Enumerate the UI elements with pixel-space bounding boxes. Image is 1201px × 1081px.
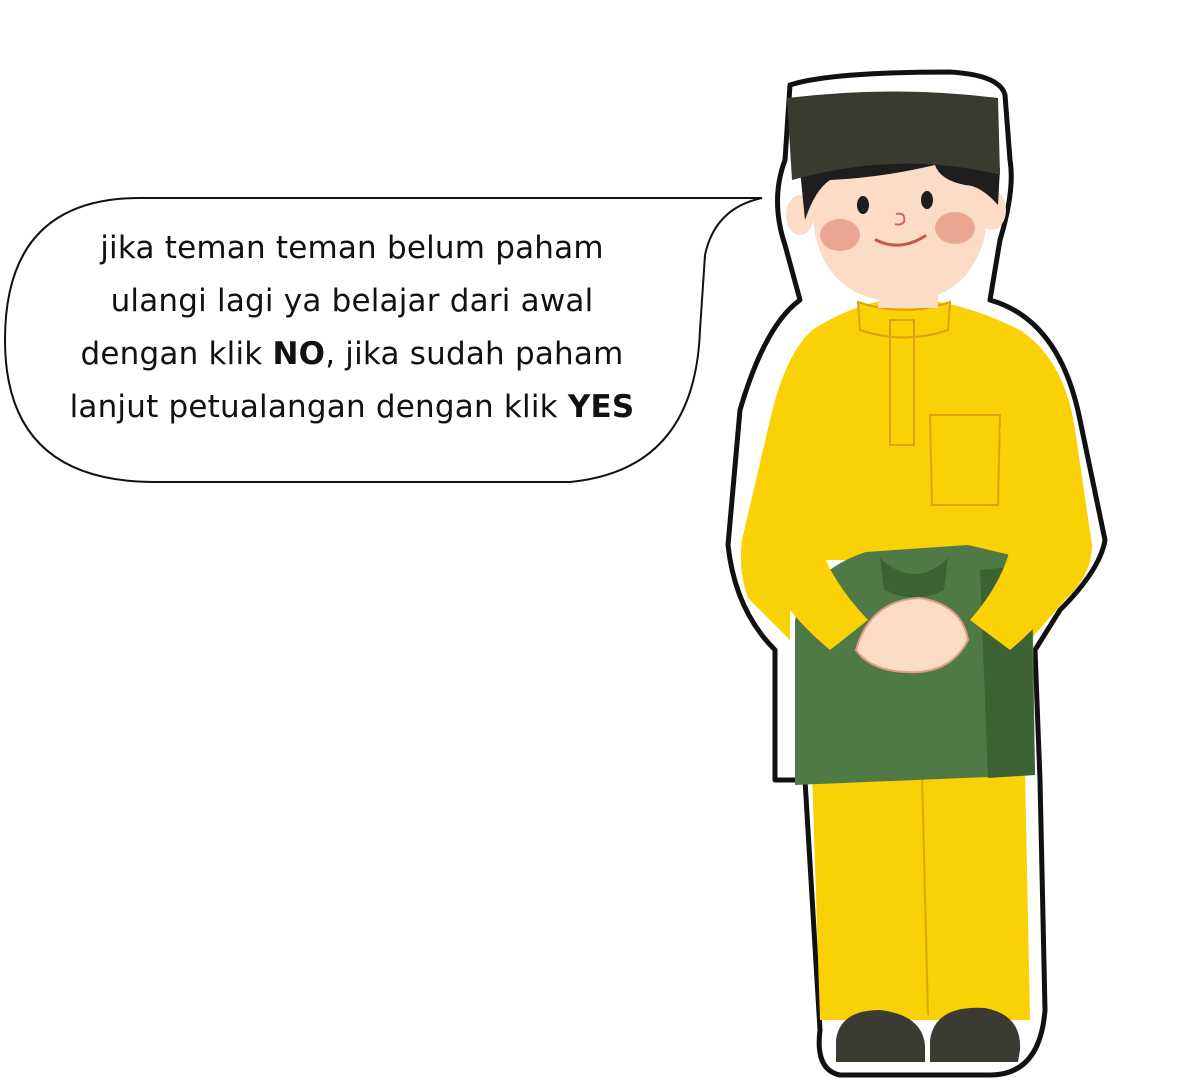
boy-character	[728, 72, 1105, 1075]
bubble-line-3-pre: dengan klik	[80, 336, 273, 372]
bubble-line-4-pre: lanjut petualangan dengan klik	[69, 389, 568, 425]
left-blush	[820, 219, 860, 251]
trousers	[812, 770, 1030, 1020]
no-keyword: NO	[272, 336, 326, 372]
right-eye	[921, 191, 933, 209]
right-blush	[935, 212, 975, 244]
yes-keyword: YES	[567, 389, 635, 425]
speech-bubble-text	[22, 222, 682, 434]
bubble-line-1: jika teman teman belum paham	[100, 230, 604, 266]
bubble-line-4	[22, 381, 682, 434]
bubble-line-3-post: , jika sudah paham	[325, 336, 624, 372]
bubble-line-3	[22, 328, 682, 381]
left-eye	[857, 196, 869, 214]
bubble-line-2: ulangi lagi ya belajar dari awal	[110, 283, 594, 319]
